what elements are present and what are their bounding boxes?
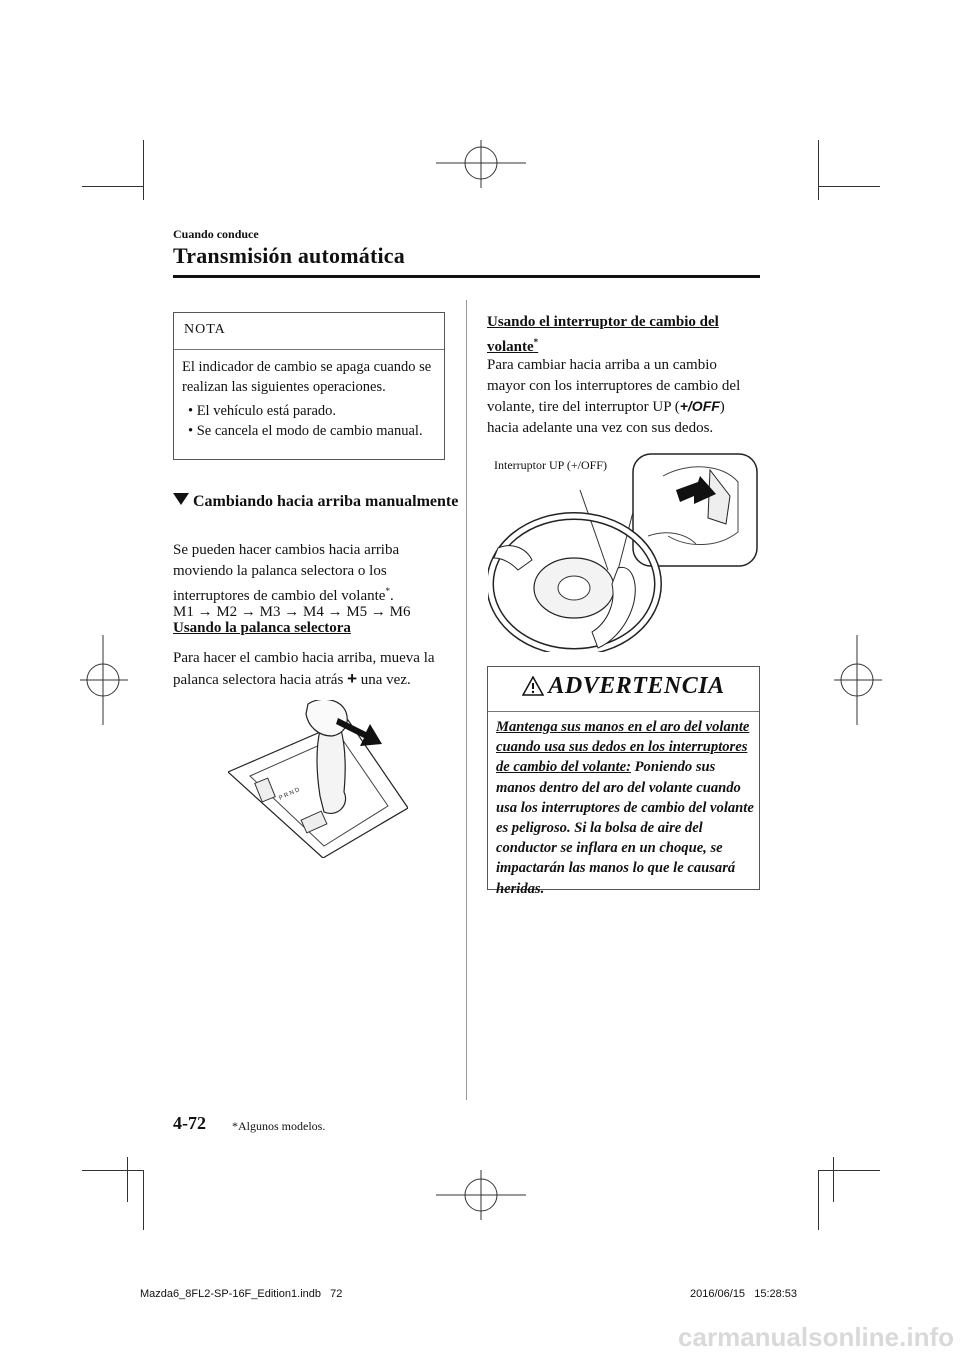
list-item: • El vehículo está parado. — [188, 403, 337, 419]
print-timestamp: 2016/06/15 15:28:53 — [690, 1288, 798, 1300]
warning-box — [487, 666, 760, 897]
registration-target-right — [832, 635, 882, 725]
footnote: *Algunos modelos. — [232, 1119, 326, 1133]
lever-text: Para hacer el cambio hacia arriba, mueva la palanca selectora hacia atrás + una vez. — [173, 650, 435, 688]
warning-triangle-icon — [522, 676, 544, 696]
gear-sequence: M1 → M2 → M3 → M4 → M5 → M6 — [173, 604, 411, 620]
up-off-symbol: +/OFF — [679, 398, 720, 414]
paddle-text: Para cambiar hacia arriba a un cambio mayor con los interruptores de cambio del volante, tire del interruptor UP (+/OFF) hacia adelante una vez con sus dedos. — [487, 357, 741, 436]
registration-target-top — [436, 140, 526, 190]
registration-target-left — [80, 635, 130, 725]
note-text: El indicador de cambio se apaga cuando se realizan las siguientes operaciones. — [182, 359, 432, 395]
warning-text — [496, 717, 756, 899]
note-box — [173, 312, 445, 460]
shift-lever-illustration — [228, 700, 408, 858]
registration-target-bottom — [436, 1165, 526, 1225]
note-list — [188, 401, 436, 441]
title-rule — [173, 275, 760, 278]
column-divider — [466, 300, 467, 1100]
page-number: 4-72 — [173, 1113, 206, 1133]
note-heading: NOTA — [184, 322, 226, 337]
section-label: Cuando conduce — [173, 227, 259, 241]
paddle-heading: Usando el interruptor de cambio del volante* — [487, 314, 719, 355]
triangle-bullet-icon — [173, 493, 189, 505]
figure-label: Interruptor UP (+/OFF) — [494, 458, 607, 472]
watermark: carmanualsonline.info — [678, 1322, 954, 1352]
list-item: • Se cancela el modo de cambio manual. — [188, 423, 423, 439]
plus-symbol: + — [347, 668, 357, 688]
warning-underlined: Mantenga sus manos en el aro del volante cuando usa sus dedos en los interruptores de cambio del volante: — [496, 719, 750, 776]
steering-wheel-illustration — [488, 452, 760, 652]
upshift-intro: Se pueden hacer cambios hacia arriba moviendo la palanca selectora o los interruptores de cambio del volante*. — [173, 542, 400, 604]
footnote-mark: * — [385, 586, 390, 596]
subheading: Cambiando hacia arriba manualmente — [173, 492, 475, 512]
warning-title: ADVERTENCIA — [548, 673, 725, 699]
lever-heading: Usando la palanca selectora — [173, 620, 351, 636]
print-file-name: Mazda6_8FL2-SP-16F_Edition1.indb 72 — [140, 1288, 343, 1300]
svg-text:P R N D: P R N D — [278, 787, 301, 802]
page-title: Transmisión automática — [173, 243, 405, 268]
warning-body: Poniendo sus manos dentro del aro del volante cuando usa los interruptores de cambio del volante es peligroso. Si la bolsa de aire del conductor se inflara en un choque, se impactarán las manos lo que le causará heridas. — [496, 759, 754, 897]
footnote-mark: * — [533, 337, 539, 347]
